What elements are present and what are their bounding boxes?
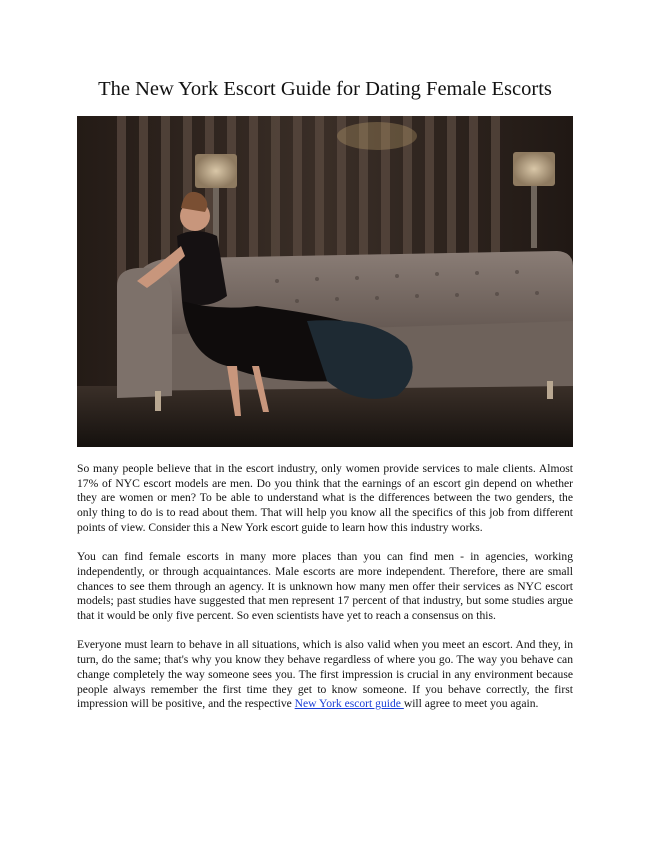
paragraph-3-text-after: will agree to meet you again.: [403, 697, 539, 711]
photo-illustration: [77, 116, 573, 447]
new-york-escort-guide-link[interactable]: New York escort guide: [294, 697, 404, 711]
paragraph-1: So many people believe that in the escort industry, only women provide services to male clients. Almost 17% of NYC escort models are men. Do you think that the earnings of an escort gin depend on whether they are women or men? To be able to understand what is the differences between the two genders, the only thing to do is to read about them. That will help you know all the specifics of this job from different points of view. Consider this a New York escort guide to learn how this industry works.: [77, 462, 573, 534]
page-title: The New York Escort Guide for Dating Female Escorts: [98, 78, 552, 100]
paragraph-2: You can find female escorts in many more places than you can find men - in agencies, working independently, or through acquaintances. Male escorts are more independent. Therefore, there are small chances to see them through an agency. It is unknown how many men offer their services as NYC escort models; past studies have suggested that men represent 17 percent of that industry, but some studies argue that it would be only five percent. So even scientists have yet to reach a consensus on this.: [77, 550, 573, 623]
paragraph-3: [77, 638, 573, 712]
hero-photo: [77, 116, 573, 447]
paragraph-3-text-before: Everyone must learn to behave in all situations, which is also valid when you meet an escort. And they, in turn, do the same; that's why you know they behave regardless of where you go. The way you behave can change completely the way someone sees you. The first impression is crucial in any environment because people always remember the first time they get to know someone. If you behave correctly, the first impression will be positive, and the respective: [77, 638, 573, 711]
article-body: [77, 462, 573, 727]
